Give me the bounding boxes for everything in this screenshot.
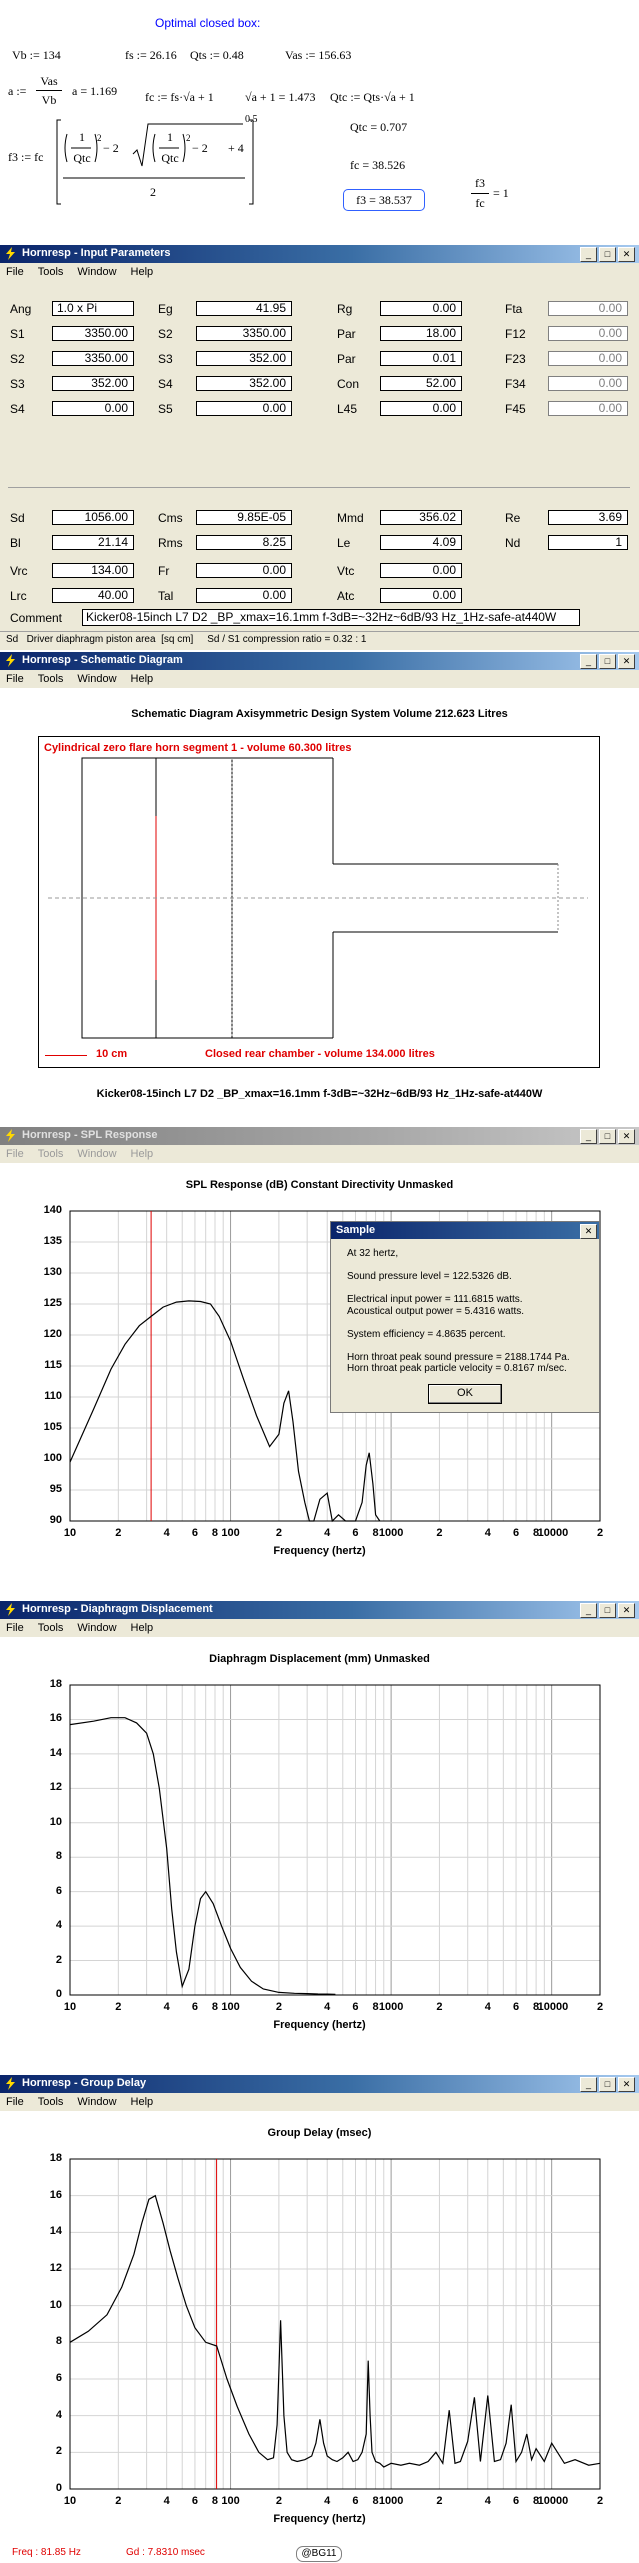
x-tick-label: 4 [324, 2495, 331, 2507]
f3-value-highlight: f3 = 38.537 [343, 189, 425, 211]
param-label-sd: Sd [10, 511, 25, 525]
y-tick-label: 4 [55, 2408, 62, 2421]
f3-root-plus: + 4 [228, 141, 244, 155]
param-field-bl[interactable]: 21.14 [52, 535, 134, 550]
schematic-area [0, 688, 639, 1124]
dialog-line [347, 1260, 570, 1272]
y-tick-label: 140 [43, 1204, 62, 1216]
param-label-fta: Fta [505, 302, 523, 316]
f3-inner-qtc: Qtc [73, 151, 91, 165]
menu-help[interactable]: Help [130, 1622, 154, 1634]
menu-window[interactable]: Window [77, 1148, 117, 1160]
minimize-button[interactable]: _ [580, 1603, 597, 1618]
freq-readout: Freq : 81.85 Hz [12, 2547, 81, 2558]
input-parameters-window [0, 245, 639, 650]
menu-file[interactable]: File [6, 2096, 24, 2108]
close-button[interactable]: ✕ [618, 247, 635, 262]
y-tick-label: 6 [55, 1884, 62, 1897]
minimize-button[interactable]: _ [580, 2077, 597, 2092]
param-label-nd: Nd [505, 536, 521, 550]
x-tick-label: 6 [352, 2495, 359, 2507]
menu-tools[interactable]: Tools [37, 1148, 64, 1160]
x-axis-title: Frequency (hertz) [273, 2513, 366, 2525]
x-tick-label: 10000 [537, 1527, 569, 1539]
x-tick-label: 8 [533, 1527, 540, 1539]
title-bar[interactable] [0, 1127, 639, 1145]
chart-title: SPL Response (dB) Constant Directivity Unmasked [185, 1179, 454, 1191]
menu-help[interactable]: Help [130, 673, 154, 685]
y-tick-label: 12 [49, 2262, 62, 2274]
param-field-fta[interactable]: 0.00 [548, 301, 628, 316]
param-label-l45: L45 [337, 402, 358, 416]
param-label-atc: Atc [337, 589, 355, 603]
y-tick-label: 110 [44, 1390, 62, 1402]
param-field-re[interactable]: 3.69 [548, 510, 628, 525]
param-field-sd[interactable]: 1056.00 [52, 510, 134, 525]
param-field-s2[interactable]: 3350.00 [52, 351, 134, 366]
menu-help[interactable]: Help [130, 1148, 154, 1160]
menu-bar [0, 1620, 153, 1636]
f3-root-minus: − 2 [192, 141, 208, 155]
param-field-mmd[interactable]: 356.02 [380, 510, 462, 525]
param-field-par[interactable]: 0.01 [380, 351, 462, 366]
param-label-rms: Rms [158, 536, 183, 550]
x-tick-label: 4 [163, 2001, 170, 2013]
minimize-button[interactable]: _ [580, 247, 597, 262]
fc-definition: fc := fs·√a + 1 [145, 90, 214, 104]
param-label-tal: Tal [158, 589, 174, 603]
param-label-s4: S4 [10, 402, 25, 416]
f3-root-numerator: 1 [167, 130, 173, 144]
param-label-f23: F23 [505, 352, 526, 366]
menu-tools[interactable]: Tools [37, 266, 64, 278]
x-tick-label: 2 [596, 2001, 604, 2013]
ratio-numerator: f3 [475, 176, 485, 190]
menu-tools[interactable]: Tools [37, 1622, 64, 1634]
vb-definition: Vb := 134 [12, 48, 61, 62]
series-line [70, 1718, 335, 1995]
dialog-line [347, 1283, 570, 1295]
param-field-rg[interactable]: 0.00 [380, 301, 462, 316]
menu-help[interactable]: Help [130, 2096, 154, 2108]
alpha-fraction-bar [36, 90, 62, 91]
dialog-close-button[interactable]: ✕ [580, 1224, 597, 1239]
group-delay-chart-area [0, 2111, 639, 2563]
y-tick-label: 125 [43, 1297, 62, 1309]
title-bar[interactable] [0, 1601, 639, 1619]
param-field-f12[interactable]: 0.00 [548, 326, 628, 341]
x-tick-label: 2 [436, 1527, 443, 1539]
close-button[interactable]: ✕ [618, 1603, 635, 1618]
x-tick-label: 10 [63, 2001, 77, 2013]
param-field-f23[interactable]: 0.00 [548, 351, 628, 366]
hornresp-bolt-icon [4, 1129, 17, 1142]
menu-file[interactable]: File [6, 1622, 24, 1634]
y-tick-label: 95 [49, 1483, 62, 1495]
plot-frame [70, 2159, 600, 2489]
param-field-atc[interactable]: 0.00 [380, 588, 462, 603]
param-label-re: Re [505, 511, 521, 525]
hornresp-bolt-icon [4, 2077, 17, 2090]
param-field-s4[interactable]: 352.00 [196, 376, 292, 391]
x-tick-label: 2 [115, 1527, 122, 1539]
param-label-f45: F45 [505, 402, 526, 416]
param-label-bl: Bl [10, 536, 21, 550]
param-field-vrc[interactable]: 134.00 [52, 563, 134, 578]
y-tick-label: 115 [44, 1359, 62, 1371]
chart-title: Diaphragm Displacement (mm) Unmasked [209, 1653, 430, 1665]
dialog-line: System efficiency = 4.8635 percent. [347, 1328, 506, 1340]
x-tick-label: 2 [275, 1527, 282, 1539]
y-tick-label: 120 [43, 1328, 62, 1340]
ratio-bar [471, 193, 489, 194]
fc-value: fc = 38.526 [350, 158, 406, 172]
rear-chamber-label: Closed rear chamber - volume 134.000 litres [205, 1048, 435, 1060]
chart-svg [0, 2111, 639, 2549]
x-tick-label: 6 [191, 2001, 198, 2013]
schematic-header: Schematic Diagram Axisymmetric Design System Volume 212.623 Litres [131, 708, 508, 720]
y-tick-label: 16 [49, 2188, 62, 2201]
y-tick-label: 2 [55, 2445, 62, 2458]
window-title: Hornresp - Input Parameters [22, 247, 171, 259]
param-label-f12: F12 [505, 327, 526, 341]
menu-window[interactable]: Window [77, 673, 117, 685]
y-tick-label: 100 [43, 1452, 62, 1464]
dialog-line: Acoustical output power = 5.4316 watts. [347, 1305, 525, 1317]
param-label-s1: S1 [10, 327, 25, 341]
dialog-title: Sample [336, 1224, 376, 1236]
param-field-s1[interactable]: 3350.00 [52, 326, 134, 341]
mathcad-worksheet [0, 0, 639, 245]
vas-definition: Vas := 156.63 [285, 48, 352, 62]
param-label-fr: Fr [158, 564, 170, 578]
param-label-par: Par [337, 327, 356, 341]
y-tick-label: 8 [55, 1850, 62, 1863]
f3-lhs: f3 := fc [8, 150, 44, 164]
maximize-button[interactable]: □ [599, 1129, 616, 1144]
x-tick-label: 10 [63, 1527, 77, 1539]
close-button[interactable]: ✕ [618, 2077, 635, 2092]
dialog-line: Electrical input power = 111.6815 watts. [347, 1294, 523, 1305]
title-bar[interactable] [0, 2075, 639, 2093]
signature-badge: @BG11 [296, 2546, 342, 2562]
f3-inner-numerator: 1 [79, 130, 85, 144]
window-title: Hornresp - Schematic Diagram [22, 654, 183, 666]
horn-segment-label: Cylindrical zero flare horn segment 1 - volume 60.300 litres [44, 742, 352, 754]
x-tick-label: 6 [512, 2495, 520, 2507]
menu-bar [0, 2094, 153, 2110]
alpha-denominator: Vb [41, 93, 57, 107]
x-tick-label: 6 [512, 2001, 520, 2013]
close-button[interactable]: ✕ [618, 654, 635, 669]
qtc-definition: Qtc := Qts·√a + 1 [330, 90, 415, 104]
x-tick-label: 4 [163, 2495, 170, 2507]
displacement-chart-area [0, 1637, 639, 2071]
x-tick-label: 2 [275, 2495, 282, 2507]
x-tick-label: 4 [484, 2001, 491, 2013]
param-field-cms[interactable]: 9.85E-05 [196, 510, 292, 525]
param-field-nd[interactable]: 1 [548, 535, 628, 550]
param-label-s3: S3 [10, 377, 25, 391]
menu-tools[interactable]: Tools [37, 673, 64, 685]
f3-root-square: 2 [186, 133, 191, 143]
fs-definition: fs := 26.16 [125, 48, 177, 62]
comment-input[interactable]: Kicker08-15inch L7 D2 _BP_xmax=16.1mm f-3dB=~32Hz~6dB/93 Hz_1Hz-safe-at440W [82, 609, 580, 626]
divider [8, 487, 630, 488]
param-label-rg: Rg [337, 302, 353, 316]
x-tick-label: 6 [352, 2001, 359, 2013]
plot-frame [70, 1685, 600, 1995]
x-tick-label: 10000 [537, 2495, 569, 2507]
menu-bar [0, 264, 153, 280]
y-tick-label: 14 [49, 2225, 62, 2238]
y-tick-label: 16 [49, 1712, 62, 1725]
maximize-button[interactable]: □ [599, 1603, 616, 1618]
x-tick-label: 4 [324, 1527, 331, 1539]
hornresp-bolt-icon [4, 654, 17, 667]
y-tick-label: 18 [49, 2152, 62, 2164]
param-label-f34: F34 [505, 377, 526, 391]
y-tick-label: 12 [49, 1781, 62, 1794]
param-field-par[interactable]: 18.00 [380, 326, 462, 341]
y-tick-label: 14 [49, 1746, 62, 1759]
y-tick-label: 10 [49, 1815, 62, 1828]
x-tick-label: 4 [163, 1527, 170, 1539]
close-button[interactable]: ✕ [618, 1129, 635, 1144]
param-field-le[interactable]: 4.09 [380, 535, 462, 550]
x-tick-label: 2 [596, 2495, 604, 2507]
f3-inner-minus: − 2 [103, 141, 119, 155]
x-axis-title: Frequency (hertz) [273, 1545, 366, 1557]
menu-bar [0, 1146, 153, 1162]
x-tick-label: 8 [533, 2495, 540, 2507]
y-tick-label: 18 [49, 1678, 62, 1690]
x-tick-label: 8 [372, 2001, 379, 2013]
window-title: Hornresp - Group Delay [22, 2077, 147, 2089]
y-tick-label: 4 [55, 1919, 62, 1932]
x-tick-label: 2 [596, 1527, 604, 1539]
dialog-line: Horn throat peak particle velocity = 0.8167 m/sec. [347, 1363, 567, 1374]
displacement-window [0, 1601, 639, 2071]
param-field-con[interactable]: 52.00 [380, 376, 462, 391]
x-tick-label: 8 [372, 2495, 379, 2507]
param-label-s2: S2 [158, 327, 173, 341]
ratio-denominator: fc [475, 196, 485, 210]
x-tick-label: 4 [324, 2001, 331, 2013]
chart-title: Group Delay (msec) [267, 2127, 372, 2139]
gd-readout: Gd : 7.8310 msec [126, 2547, 205, 2558]
param-field-fr[interactable]: 0.00 [196, 563, 292, 578]
series-line [70, 2196, 600, 2467]
minimize-button[interactable]: _ [580, 654, 597, 669]
dialog-line: Sound pressure level = 122.5326 dB. [347, 1271, 512, 1282]
dialog-message [347, 1248, 570, 1375]
param-field-eg[interactable]: 41.95 [196, 301, 292, 316]
mathcad-heading: Optimal closed box: [155, 16, 261, 30]
dialog-line: Horn throat peak sound pressure = 2188.1744 Pa. [347, 1351, 570, 1363]
title-bar[interactable] [0, 652, 639, 670]
x-tick-label: 2 [115, 2001, 122, 2013]
param-field-s3[interactable]: 352.00 [52, 376, 134, 391]
x-tick-label: 1000 [378, 1527, 404, 1539]
param-label-vtc: Vtc [337, 564, 355, 578]
x-tick-label: 8 [211, 2495, 219, 2507]
x-tick-label: 6 [512, 1527, 520, 1539]
x-tick-label: 8 [533, 2001, 540, 2013]
x-tick-label: 6 [191, 2495, 198, 2507]
f3-denominator: 2 [150, 185, 156, 199]
schematic-drawing [38, 736, 598, 1066]
qtc-value: Qtc = 0.707 [350, 120, 408, 134]
title-bar[interactable] [0, 245, 639, 263]
x-tick-label: 1000 [378, 2495, 404, 2507]
spl-response-window [0, 1127, 639, 1597]
group-delay-window [0, 2075, 639, 2563]
menu-help[interactable]: Help [130, 266, 154, 278]
qts-definition: Qts := 0.48 [190, 48, 244, 62]
x-tick-label: 8 [211, 1527, 219, 1539]
y-tick-label: 6 [55, 2372, 62, 2384]
y-tick-label: 135 [43, 1235, 62, 1247]
f3-inner-square: 2 [97, 133, 102, 143]
dialog-line [347, 1340, 570, 1352]
param-field-rms[interactable]: 8.25 [196, 535, 292, 550]
dialog-title-bar[interactable] [331, 1222, 599, 1239]
x-tick-label: 2 [275, 2001, 282, 2013]
hornresp-bolt-icon [4, 1603, 17, 1616]
x-tick-label: 4 [484, 2495, 491, 2507]
param-field-s3[interactable]: 352.00 [196, 351, 292, 366]
y-tick-label: 130 [43, 1266, 62, 1278]
x-tick-label: 8 [211, 2001, 219, 2013]
menu-window[interactable]: Window [77, 1622, 117, 1634]
x-axis-title: Frequency (hertz) [273, 2019, 366, 2031]
x-tick-label: 10 [63, 2495, 77, 2507]
param-label-ang: Ang [10, 302, 32, 316]
param-field-l45[interactable]: 0.00 [380, 401, 462, 416]
alpha-numerator: Vas [40, 74, 58, 88]
alpha-lhs: a := [8, 84, 27, 98]
y-tick-label: 10 [49, 2298, 62, 2311]
x-tick-label: 10000 [537, 2001, 569, 2013]
maximize-button[interactable]: □ [599, 2077, 616, 2092]
param-label-lrc: Lrc [10, 589, 27, 603]
param-label-par: Par [337, 352, 356, 366]
param-label-eg: Eg [158, 302, 173, 316]
y-tick-label: 90 [49, 1514, 62, 1526]
x-tick-label: 100 [221, 1527, 240, 1539]
x-tick-label: 100 [221, 2001, 240, 2013]
param-field-f34[interactable]: 0.00 [548, 376, 628, 391]
schematic-footer: Kicker08-15inch L7 D2 _BP_xmax=16.1mm f-3dB=~32Hz~6dB/93 Hz_1Hz-safe-at440W [96, 1088, 543, 1100]
menu-file[interactable]: File [6, 673, 24, 685]
scale-bar [45, 1055, 87, 1056]
x-tick-label: 4 [484, 1527, 491, 1539]
param-label-s3: S3 [158, 352, 173, 366]
ratio-value: = 1 [493, 186, 509, 200]
window-title: Hornresp - SPL Response [22, 1129, 158, 1141]
y-tick-label: 0 [55, 1988, 62, 2000]
y-tick-label: 2 [55, 1953, 62, 1966]
status-bar: Sd Driver diaphragm piston area [sq cm] Sd / S1 compression ratio = 0.32 : 1 [0, 631, 639, 650]
ok-button[interactable]: OK [428, 1384, 502, 1404]
x-tick-label: 6 [191, 1527, 198, 1539]
param-label-le: Le [337, 536, 351, 550]
scale-label: 10 cm [96, 1048, 128, 1060]
y-tick-label: 105 [43, 1421, 62, 1433]
menu-file[interactable]: File [6, 1148, 24, 1160]
y-tick-label: 0 [55, 2482, 62, 2494]
param-field-lrc[interactable]: 40.00 [52, 588, 134, 603]
x-tick-label: 2 [436, 2495, 443, 2507]
x-tick-label: 6 [352, 1527, 359, 1539]
menu-window[interactable]: Window [77, 2096, 117, 2108]
chart-svg [0, 1637, 639, 2055]
param-label-mmd: Mmd [337, 511, 364, 525]
param-field-vtc[interactable]: 0.00 [380, 563, 462, 578]
x-tick-label: 8 [372, 1527, 379, 1539]
menu-bar [0, 671, 153, 687]
f3-exponent: 0.5 [245, 114, 258, 125]
sample-dialog [330, 1221, 600, 1413]
menu-file[interactable]: File [6, 266, 24, 278]
param-label-cms: Cms [158, 511, 183, 525]
alpha-value: a = 1.169 [72, 84, 118, 98]
minimize-button[interactable]: _ [580, 1129, 597, 1144]
x-tick-label: 2 [115, 2495, 122, 2507]
param-field-tal[interactable]: 0.00 [196, 588, 292, 603]
x-tick-label: 2 [436, 2001, 443, 2013]
param-label-s4: S4 [158, 377, 173, 391]
window-title: Hornresp - Diaphragm Displacement [22, 1603, 213, 1615]
x-tick-label: 100 [221, 2495, 240, 2507]
param-label-s2: S2 [10, 352, 25, 366]
schematic-window [0, 652, 639, 1124]
param-field-s2[interactable]: 3350.00 [196, 326, 292, 341]
dialog-line [347, 1317, 570, 1329]
param-field-s4[interactable]: 0.00 [52, 401, 134, 416]
menu-tools[interactable]: Tools [37, 2096, 64, 2108]
hornresp-bolt-icon [4, 247, 17, 260]
param-field-s5[interactable]: 0.00 [196, 401, 292, 416]
param-field-f45[interactable]: 0.00 [548, 401, 628, 416]
maximize-button[interactable]: □ [599, 247, 616, 262]
comment-label: Comment [10, 611, 63, 625]
param-label-vrc: Vrc [10, 564, 28, 578]
sqrt-value: √a + 1 = 1.473 [245, 90, 316, 104]
f3-root-qtc: Qtc [161, 151, 179, 165]
x-tick-label: 1000 [378, 2001, 404, 2013]
y-tick-label: 8 [55, 2335, 62, 2348]
dialog-line: At 32 hertz, [347, 1248, 399, 1259]
maximize-button[interactable]: □ [599, 654, 616, 669]
param-field-ang[interactable]: 1.0 x Pi [52, 301, 134, 316]
param-label-s5: S5 [158, 402, 173, 416]
param-label-con: Con [337, 377, 360, 391]
menu-window[interactable]: Window [77, 266, 117, 278]
